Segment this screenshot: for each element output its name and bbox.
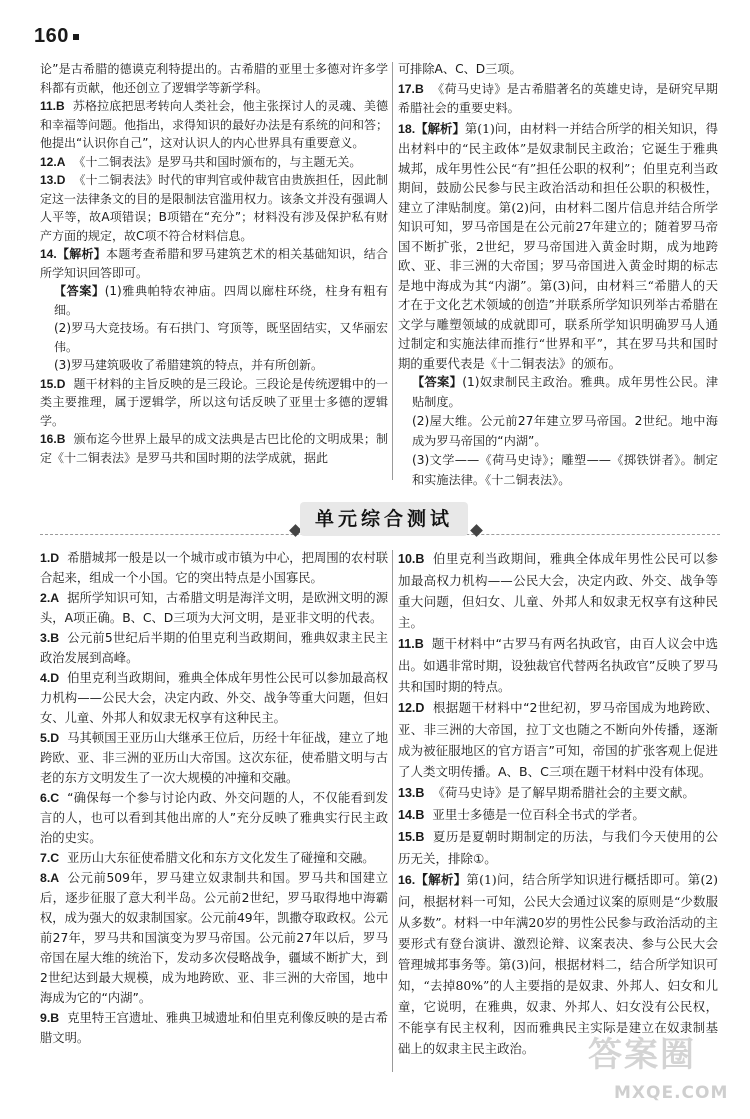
answer-text: 据所学知识可知，古希腊文明是海洋文明，是欧洲文明的源头，A项正确。B、C、D三项为大河文明，是亚非文明的代表。: [40, 591, 388, 625]
answer-text: 公元前509年，罗马建立奴隶制共和国。罗马共和国建立后，逐步征服了意大利半岛。公元前2世纪，罗马取得地中海霸权，成为强大的奴隶制国家。公元前49年，凯撒夺取政权。公元前27年，罗马共和国演变为罗马帝国。公元前27年以后，罗马帝国在屋大维的统治下，发动多次侵略战争，疆域不断扩大，到2世纪达到最大规模，成为地跨欧、亚、非三洲的大帝国，地中海成为它的“内湖”。: [40, 871, 388, 1005]
answer-subpoint: (2)罗马大竞技场。有石拱门、穹顶等，既坚固结实，又华丽宏伟。: [54, 321, 388, 354]
answer-item: [40, 668, 388, 728]
answer-text: 亚历山大东征使希腊文化和东方文化发生了碰撞和交融。: [67, 851, 375, 865]
question-number: 14.: [398, 808, 416, 822]
page-number: 160: [34, 26, 79, 48]
answer-text: 根据题干材料中“2世纪初，罗马帝国成为地跨欧、亚、非三洲的大帝国，拉丁文也随之不断向外传播，逐渐成为被征服地区的官方语言”可知，帝国的扩张客观上促进了人类文明传播。A、B、C三项在题干材料中没有体现。: [398, 700, 718, 779]
question-number: 18.: [398, 121, 416, 136]
answer-item: [398, 80, 718, 119]
answer-letter: B: [415, 808, 425, 822]
page-number-marker: [73, 34, 79, 40]
answer-letter: B: [414, 637, 424, 651]
answer-item: [40, 788, 388, 848]
answer-item: [40, 728, 388, 788]
column-divider-lower: [392, 550, 393, 1072]
answer-text: “确保每一个参与讨论内政、外交问题的人，不仅能看到发言的人，也可以看到其他出席的人”充分反映了雅典实行民主政治的史实。: [40, 791, 388, 845]
answer-subpoint: (3)罗马建筑吸收了希腊建筑的特点，并有所创新。: [54, 358, 323, 372]
answer-tag: 【解析】: [415, 872, 467, 887]
answer-text: 题干材料的主旨反映的是三段论。三段论是传统逻辑中的一类主要推理，属于逻辑学，所以这句话反映了亚里士多德的逻辑学。: [40, 376, 388, 428]
lower-left-column: [40, 548, 388, 1048]
answer-letter: C: [50, 791, 60, 805]
answer-item: [40, 628, 388, 668]
continued-text: 可排除A、C、D三项。: [398, 62, 522, 76]
banner-title-box: [300, 502, 468, 536]
answer-subpoint: (2)屋大维。公元前27年建立罗马帝国。2世纪。地中海成为罗马帝国的“内湖”。: [412, 414, 718, 448]
answer-tag: 【解析】: [56, 247, 107, 261]
answer-text: 克里特王宫遗址、雅典卫城遗址和伯里克利像反映的是古希腊文明。: [40, 1011, 388, 1045]
section-title: 单元综合测试: [314, 508, 453, 530]
question-number: 14.: [40, 247, 57, 261]
answer-letter: B: [415, 830, 425, 844]
answer-tag: 【答案】: [54, 284, 105, 298]
answer-letter: A: [50, 871, 60, 885]
answer-subpoint: (3)文学——《荷马史诗》；雕塑——《掷铁饼者》。制定和实施法律。《十二铜表法》。: [412, 453, 718, 487]
question-number: 16.: [40, 432, 57, 446]
answer-text: 第(1)问，由材料一并结合所学的相关知识，得出材料中的“民主政体”是奴隶制民主政治；它诞生于雅典城邦，成年男性公民“有”担任公职的权利”；伯里克利当政期间，鼓励公民参与民主政治活动和担任公职的积极性，建立了津贴制度。第(2)问，由材料二图片信息并结合所学知识可知，罗马帝国是在公元前27年建立的；随着罗马帝国不断扩张，2世纪，罗马帝国进入黄金时期，成为地跨欧、亚、非三洲的大帝国；罗马帝国进入黄金时期的标志是地中海成为其“内湖”。第(3)问，由材料三“希腊人的天才在于文化艺术领域的创造”并联系所学知识列举古希腊在文学与雕塑领域的成就即可，联系所学知识明确罗马人通过制定和实施法律而推行“世界和平”，其在罗马共和国时期的重要代表是《十二铜表法》的颁布。: [398, 120, 718, 371]
site-watermark: [578, 1035, 729, 1105]
question-number: 13.: [398, 786, 416, 800]
answer-item: [40, 868, 388, 1008]
answer-item: [398, 412, 718, 451]
answer-text: 夏历是夏朝时期制定的历法，与我们今天使用的公历无关，排除①。: [398, 829, 718, 866]
question-number: 7.: [40, 851, 51, 865]
answer-text: 《十二铜表法》时代的审判官或仲裁官由贵族担任，因此制定这一法律条文的目的是限制法官滥用权力。该条文并没有强调人人平等，故A项错误；B项错在“充分”；材料没有涉及保护私有财产方面的规定，故C项不符合材料信息。: [40, 173, 389, 243]
question-number: 15.: [398, 830, 416, 844]
answer-letter: B: [414, 81, 424, 96]
answer-tag: 【答案】: [412, 375, 463, 389]
answer-letter: B: [415, 786, 425, 800]
answer-letter: D: [415, 701, 425, 715]
answer-text: 《十二铜表法》是罗马共和国时颁布的，与主题无关。: [73, 154, 362, 169]
answer-item: [40, 60, 388, 97]
answer-item: [398, 373, 718, 412]
answer-letter: D: [50, 731, 60, 745]
question-number: 10.: [398, 552, 416, 566]
answer-letter: B: [50, 1011, 60, 1025]
question-number: 2.: [40, 591, 51, 605]
answer-item: [40, 245, 388, 282]
question-number: 17.: [398, 81, 415, 96]
answer-text: 伯里克利当政期间，雅典全体成年男性公民可以参加最高权力机构——公民大会，决定内政、外交、战争等重大问题，但妇女、儿童、外邦人和奴隶无权享有这种民主。: [40, 671, 388, 725]
answer-text: 《荷马史诗》是古希腊著名的英雄史诗，是研究早期希腊社会的重要史料。: [398, 81, 718, 115]
answer-item: [40, 356, 388, 375]
question-number: 4.: [40, 671, 51, 685]
answer-letter: B: [56, 432, 66, 446]
answer-item: [40, 548, 388, 588]
question-number: 3.: [40, 631, 51, 645]
answer-letter: D: [56, 376, 66, 391]
column-divider-upper: [392, 62, 393, 480]
question-number: 9.: [40, 1011, 51, 1025]
question-number: 13.: [40, 173, 57, 187]
watermark-url-text: MXQE.COM: [614, 1083, 729, 1103]
section-banner: [40, 502, 720, 542]
answer-text: 伯里克利当政期间，雅典全体成年男性公民可以参加最高权力机构——公民大会，决定内政、外交、战争等重大问题，但妇女、儿童、外邦人和奴隶无权享有这种民主。: [398, 551, 718, 630]
answer-letter: B: [56, 99, 65, 113]
answer-text: (1)奴隶制民主政治。雅典。成年男性公民。津贴制度。: [412, 375, 719, 409]
answer-item: [398, 697, 718, 782]
answer-item: [40, 848, 388, 868]
answer-item: [40, 1008, 388, 1048]
answer-text: 亚里士多德是一位百科全书式的学者。: [432, 807, 645, 822]
question-number: 5.: [40, 731, 51, 745]
lower-right-column: [398, 548, 718, 1059]
answer-item: [398, 633, 718, 697]
answer-text: 第(1)问，结合所学知识进行概括即可。第(2)问，根据材料一可知，公民大会通过议案的原则是“少数服从多数”。材料一中年满20岁的男性公民参与政治活动的主要形式有登台演讲、激烈论辩、议案表决、参与公民大会管理城邦事务等。第(3)问，根据材料二，结合所学知识可知，“去掉80%”的人主要指的是奴隶、外邦人、妇女和儿童，它说明，在雅典，奴隶、外邦人、妇女没有公民权，不能享有民主权利，因而雅典民主实际是建立在奴隶制基础上的奴隶主民主政治。: [398, 872, 718, 1056]
answer-item: [40, 282, 388, 319]
answer-letter: D: [56, 173, 66, 187]
answer-text: 颁布迄今世界上最早的成文法典是古巴比伦的文明成果；制定《十二铜表法》是罗马共和国时期的法学成就，据此: [40, 432, 388, 465]
answer-item: [40, 588, 388, 628]
answer-item: [398, 782, 718, 804]
answer-item: [40, 97, 388, 153]
answer-item: [398, 60, 718, 80]
question-number: 12.: [398, 701, 416, 715]
answer-item: [398, 119, 718, 374]
question-number: 15.: [40, 376, 57, 391]
answer-text: 公元前5世纪后半期的伯里克利当政期间，雅典奴隶主民主政治发展到高峰。: [40, 631, 388, 665]
question-number: 8.: [40, 871, 51, 885]
answer-text: 希腊城邦一般是以一个城市或市镇为中心，把周围的农村联合起来，组成一个小国。它的突出特点是小国寡民。: [40, 551, 388, 585]
answer-item: [398, 869, 718, 1059]
upper-right-column: [398, 60, 718, 490]
question-number: 16.: [398, 873, 416, 887]
answer-text: 《荷马史诗》是了解早期希腊社会的主要文献。: [432, 785, 695, 800]
answer-text: 马其顿国王亚历山大继承王位后，历经十年征战，建立了地跨欧、亚、非三洲的亚历山大帝国。这次东征，使希腊文明与古老的东方文明发生了一次大规模的冲撞和交融。: [40, 731, 388, 785]
answer-letter: D: [50, 551, 60, 565]
answer-item: [398, 451, 718, 490]
answer-letter: A: [50, 591, 60, 605]
answer-text: 苏格拉底把思考转向人类社会，他主张探讨人的灵魂、美德和幸福等问题。他指出，求得知识的最好办法是有系统的问和答；他提出“认识你自己”，这对认识人的内心世界具有重要意义。: [40, 99, 389, 150]
upper-left-column: [40, 60, 388, 467]
answer-letter: B: [50, 631, 60, 645]
question-number: 1.: [40, 551, 51, 565]
answer-letter: A: [56, 154, 66, 169]
answer-item: [398, 548, 718, 633]
question-number: 11.: [40, 99, 57, 113]
answer-item: [398, 826, 718, 869]
answer-text: 本题考查希腊和罗马建筑艺术的相关基础知识，结合所学知识回答即可。: [40, 247, 388, 280]
question-number: 6.: [40, 791, 51, 805]
answer-item: [40, 375, 388, 431]
answer-letter: C: [50, 851, 60, 865]
answer-item: [40, 153, 388, 172]
question-number: 12.: [40, 154, 57, 169]
answer-text: (1)雅典帕特农神庙。四周以廊柱环绕，柱身有粗有细。: [54, 284, 388, 317]
answer-letter: B: [415, 552, 425, 566]
watermark-logo-text: 答案圈: [588, 1035, 696, 1075]
answer-item: [40, 430, 388, 467]
continued-text: 论”是古希腊的德谟克利特提出的。古希腊的亚里士多德对许多学科都有贡献，他还创立了逻辑学等新学科。: [40, 62, 388, 95]
question-number: 11.: [398, 637, 415, 651]
answer-tag: 【解析】: [415, 120, 465, 136]
answer-item: [40, 319, 388, 356]
answer-text: 题干材料中“古罗马有两名执政官，由百人议会中选出。如遇非常时期，设独裁官代替两名执政官”反映了罗马共和国时期的特点。: [398, 636, 718, 694]
answer-item: [40, 171, 388, 245]
answer-letter: D: [50, 671, 60, 685]
answer-item: [398, 804, 718, 826]
